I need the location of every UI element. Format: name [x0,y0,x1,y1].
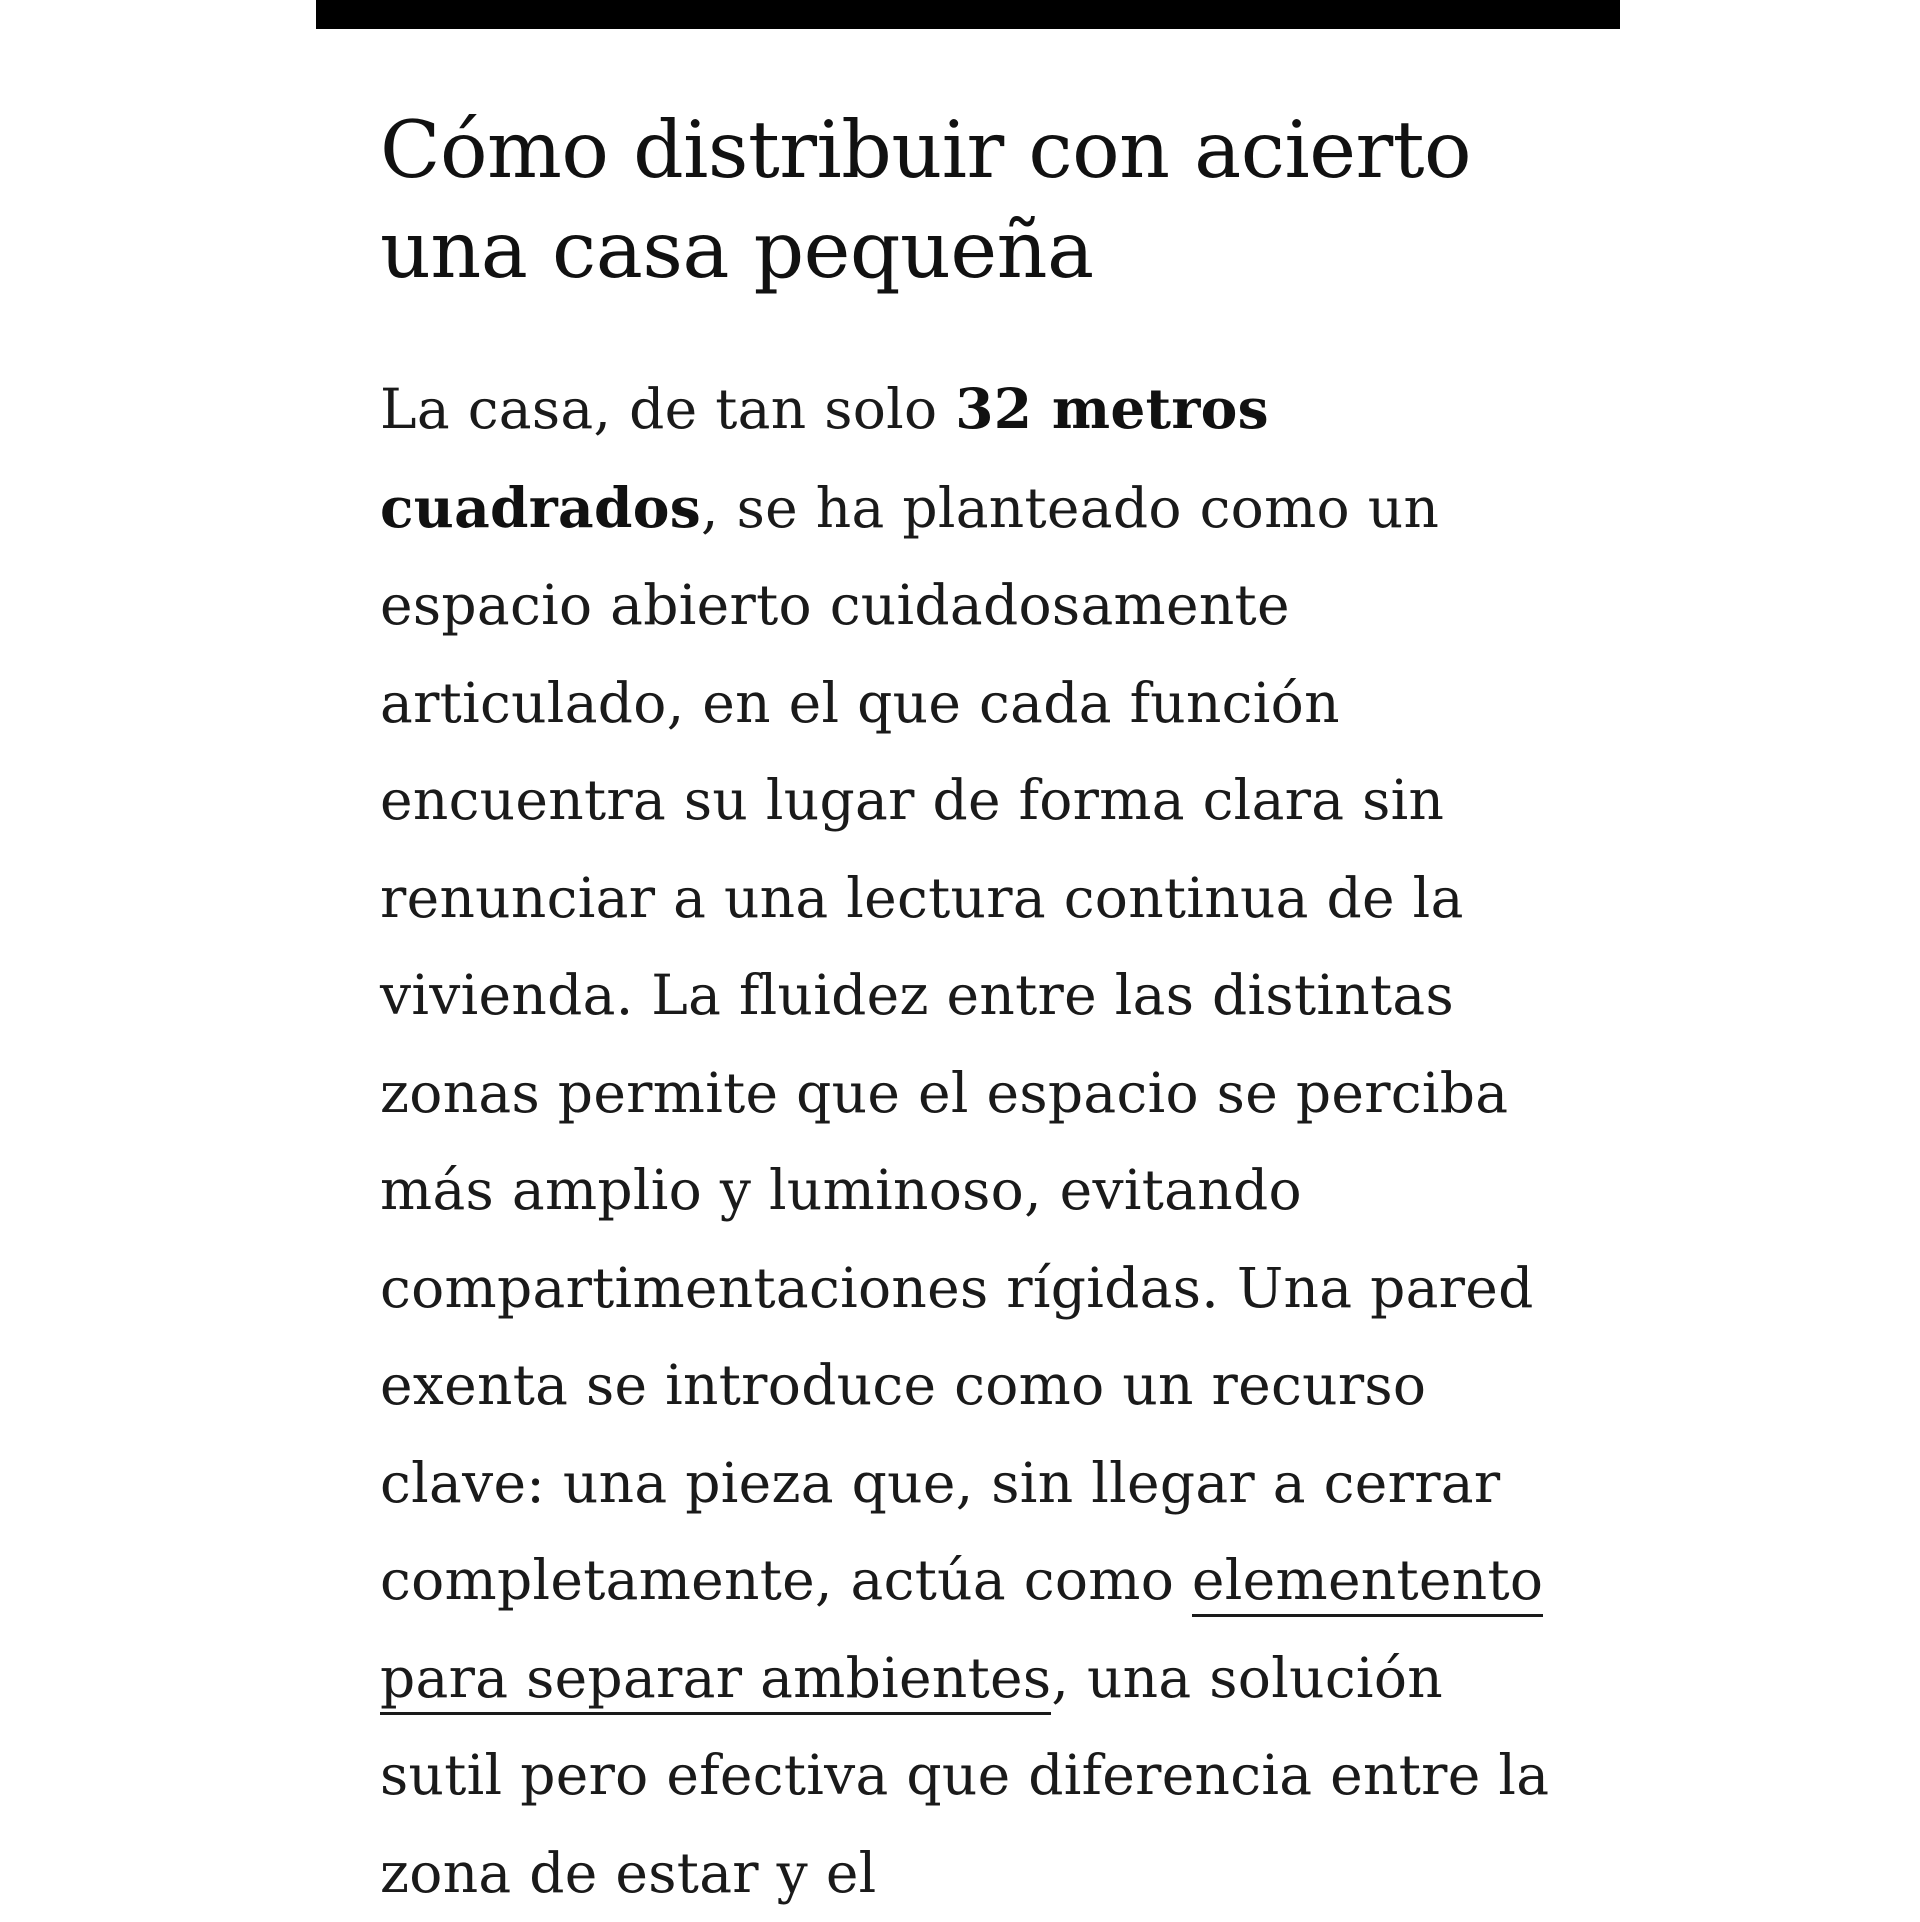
paragraph-end: , una solución sutil pero efectiva que diferencia entre la zona de estar y el [380,1645,1550,1905]
paragraph-highlight: 32 metros cuadrados [380,376,1269,540]
paragraph-intro: La casa, de tan solo [380,377,956,441]
separate-spaces-link[interactable]: elementento para separar ambientes [380,1548,1543,1715]
top-bar [316,0,1620,29]
paragraph-middle: , se ha planteado como un espacio abierto cuidadosamente articulado, en el que cada función encuentra su lugar de forma clara sin renunciar a una lectura continua de la vivienda. La fluidez entre las distintas zonas permite que el espacio se perciba más amplio y luminoso, evitando compartimentaciones rígidas. Una pared exenta se introduce como un recurso clave: una pieza que, sin llegar a cerrar completamente, actúa como [380,475,1534,1612]
article-title: Cómo distribuir con acierto una casa pequeña [380,104,1472,296]
article [380,100,1580,1922]
article-paragraph [380,360,1575,1922]
